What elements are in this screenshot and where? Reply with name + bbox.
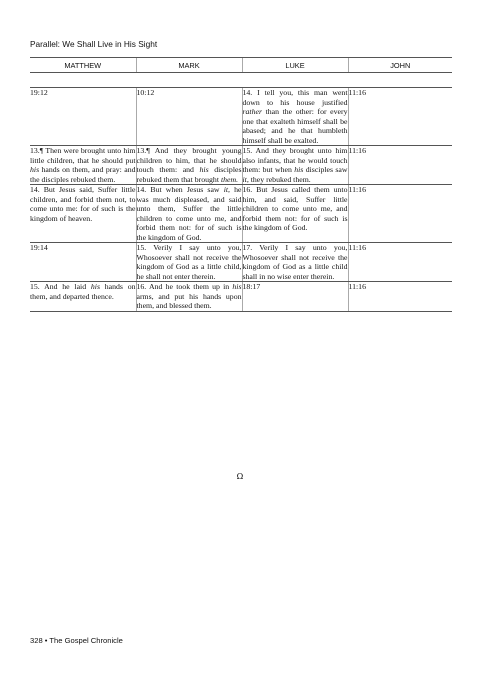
cell-luke: 15. And they brought unto him also infants, that he would touch them: but when his disciples saw it, they rebuked them. [242,146,348,184]
cell-luke: 17. Verily I say unto you, Whosoever shall not receive the kingdom of God as a little child shall in no wise enter therein. [242,243,348,281]
parallel-table [30,57,452,312]
column-header-mark: MARK [136,58,242,73]
cell-luke: 14. I tell you, this man went down to his house justified rather than the other: for every one that exalteth himself shall be abased; and he that humbleth himself shall be exalted. [242,88,348,145]
table-row [30,88,452,146]
cell-mark: 13.¶ And they brought young children to him, that he should touch them: and his disciples rebuked them that brought them. [136,146,242,184]
table-row [30,282,452,312]
column-header-row [30,58,452,73]
cell-john: 11:16 [348,88,452,146]
cell-luke: 16. But Jesus called them unto him, and said, Suffer little children to come unto me, and forbid them not: for of such is the kingdom of God. [242,185,348,243]
cell-matthew: 15. And he laid his hands on them, and departed thence. [30,282,136,312]
page-title: Parallel: We Shall Live in His Sight [30,39,158,49]
cell-john: 11:16 [348,185,452,243]
column-header-john: JOHN [348,58,452,73]
cell-john: 11:16 [348,243,452,282]
column-header-luke: LUKE [242,58,348,73]
cell-mark: 14. But when Jesus saw it, he was much displeased, and said unto them, Suffer the little children to come unto me, and forbid them not: for of such is the kingdom of God. [136,185,242,242]
cell-john: 11:16 [348,146,452,185]
cell-matthew: 13.¶ Then were brought unto him little children, that he should put his hands on them, and pray: and the disciples rebuked them. [30,146,136,184]
cell-mark: 10:12 [136,88,242,146]
spacer-row [30,73,452,88]
cell-mark: 15. Verily I say unto you, Whosoever shall not receive the kingdom of God as a little child, he shall not enter therein. [136,243,242,281]
table-row [30,243,452,282]
cell-luke: 18:17 [242,282,348,312]
cell-matthew: 19:14 [30,243,136,282]
cell-matthew: 14. But Jesus said, Suffer little children, and forbid them not, to come unto me: for of such is the kingdom of heaven. [30,185,136,243]
page-footer: 328 • The Gospel Chronicle [30,636,123,645]
end-mark: Ω [236,472,244,481]
table-row [30,185,452,243]
cell-matthew: 19:12 [30,88,136,146]
cell-mark: 16. And he took them up in his arms, and put his hands upon them, and blessed them. [136,282,242,310]
column-header-matthew: MATTHEW [30,58,136,73]
cell-john: 11:16 [348,282,452,312]
table-row [30,146,452,185]
